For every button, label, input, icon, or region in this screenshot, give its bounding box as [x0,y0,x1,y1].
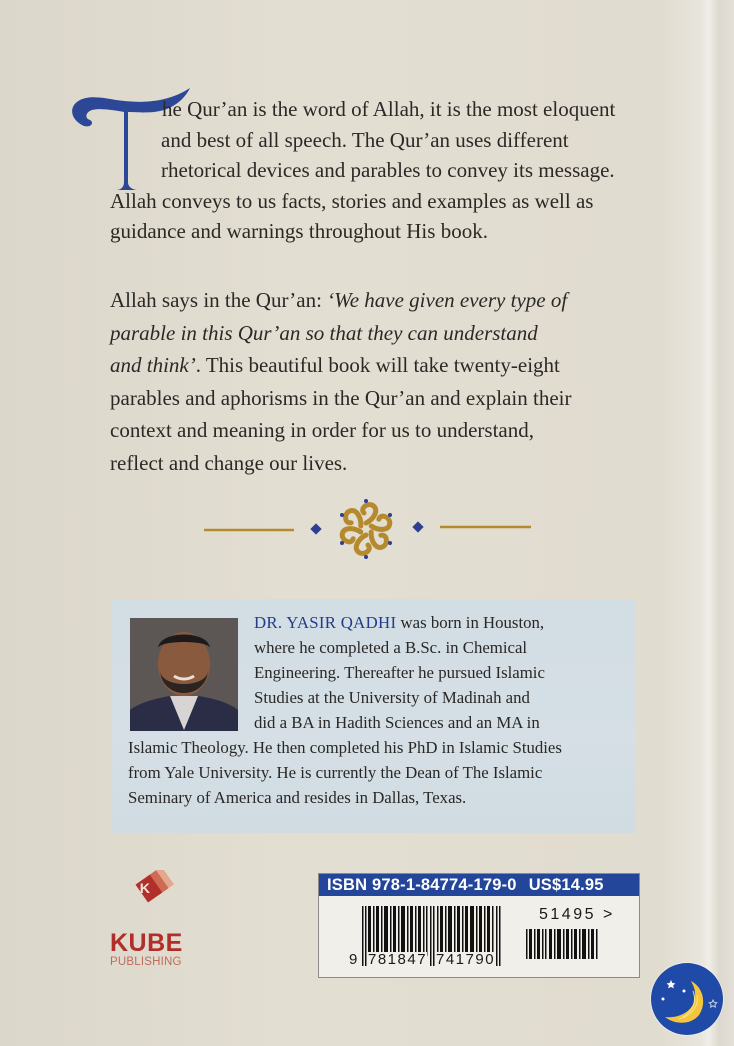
quran-quote: parable in this Qur’an so that they can understand [110,320,538,345]
price: US$14.95 [528,876,604,894]
bio-text: was born in Houston, [396,613,545,632]
quote-line [110,349,670,382]
addon-barcode-icon [526,929,606,959]
quran-quote: ‘We have given every type of [327,288,568,312]
bio-line: did a BA in Hadith Sciences and an MA in [254,713,540,732]
bio-line: Studies at the University of Madinah and [254,688,530,707]
quran-quote: and think’ [110,353,196,377]
intro-paragraph [110,94,670,247]
author-name: DR. YASIR QADHI [254,613,397,632]
bio-line: where he completed a B.Sc. in Chemical [254,638,528,657]
publisher-kube: KUBE [110,929,183,957]
isbn-price-bar [319,874,639,896]
logo-letter: K [139,880,151,897]
quote-text: Allah says in the Qur’an: [110,288,328,312]
author-bio-box [112,599,636,833]
intro-line: Allah conveys to us facts, stories and examples as well as [110,188,594,213]
bio-line: Engineering. Thereafter he pursued Islamic [254,663,545,682]
intro-line: guidance and warnings throughout His book. [110,219,488,243]
kube-publishing-logo-icon [104,870,204,930]
quote-line: reflect and change our lives. [110,450,348,475]
bio-line: Islamic Theology. He then completed his PhD in Islamic Studies [128,738,562,757]
intro-line: rhetorical devices and parables to convey its message. [161,158,615,182]
quote-line [110,317,670,350]
publisher-name [110,930,190,968]
bio-line: Seminary of America and resides in Dallas, Texas. [128,788,467,807]
barcode-addon-digits: 51495 > [539,906,615,923]
quote-paragraph [110,284,670,479]
moon-and-stars-icon [651,963,723,1035]
isbn-barcode [318,873,640,978]
bio-line [128,610,628,635]
barcode-digits-1: 781847 [368,951,428,968]
isbn-number: ISBN 978-1-84774-179-0 [327,876,517,894]
intro-line: and best of all speech. The Qur’an uses different [161,127,569,152]
barcode-digits-2: 741790 [436,951,496,968]
ornamental-divider-icon [200,498,535,562]
quote-line [110,284,670,317]
quote-text: . This beautiful book will take twenty-eight [195,353,560,377]
quote-line: parables and aphorisms in the Qur’an and explain their [110,385,572,410]
bio-line: from Yale University. He is currently the Dean of The Islamic [128,763,543,782]
night-mode-button[interactable] [651,963,723,1035]
quote-line: context and meaning in order for us to understand, [110,418,534,442]
author-bio-text [128,605,628,810]
barcode-lead-digit: 9 [349,951,359,968]
intro-line: he Qur’an is the word of Allah, it is the most eloquent [162,97,616,121]
publisher-subtitle: PUBLISHING [110,956,182,968]
